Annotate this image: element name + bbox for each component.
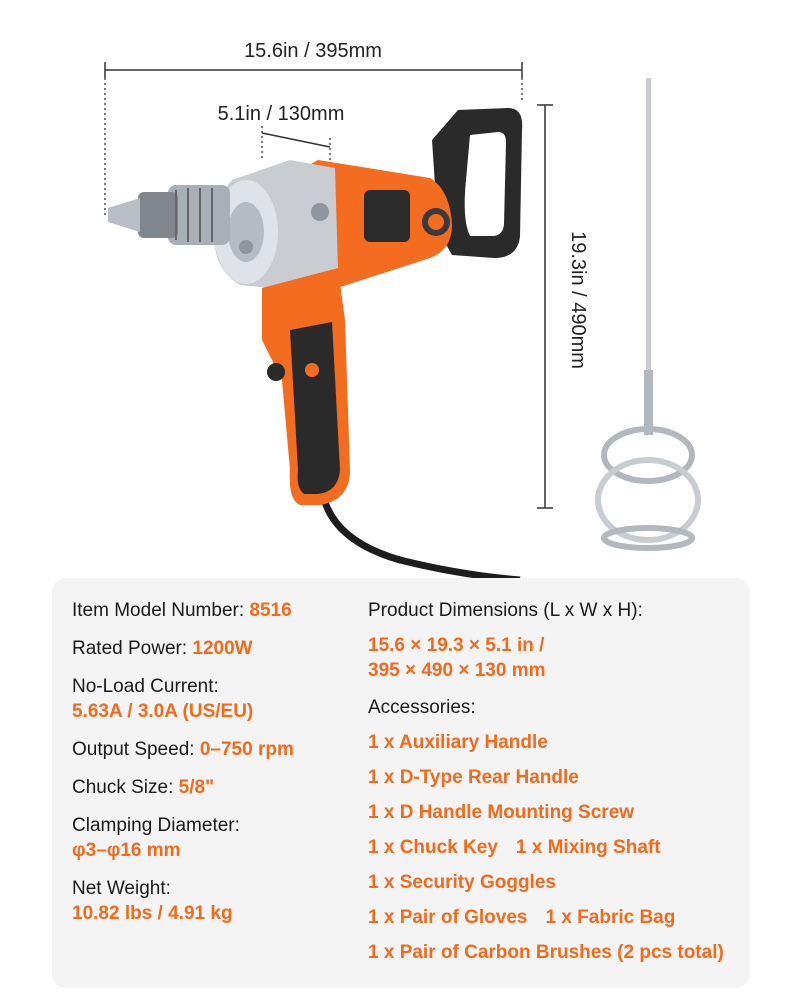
spec-speed-value: 0–750 rpm [199, 739, 294, 760]
height-dimension [537, 105, 589, 508]
spec-dimensions-imperial: 15.6 × 19.3 × 5.1 in / [368, 635, 545, 656]
spec-current-value: 5.63A / 3.0A (US/EU) [72, 701, 254, 722]
spec-model [72, 598, 362, 623]
chuck [108, 185, 230, 245]
spec-chuck [72, 775, 362, 800]
mixing-shaft [598, 78, 698, 548]
gearbox [214, 160, 338, 290]
spec-speed [72, 737, 362, 762]
spec-card [52, 578, 750, 988]
accessory-item: 1 x Mixing Shaft [515, 837, 661, 858]
spec-current-label: No-Load Current: [72, 676, 219, 697]
accessory-item: 1 x Security Goggles [368, 872, 556, 893]
depth-dimension [218, 103, 345, 168]
accessory-item: 1 x Pair of Gloves [368, 907, 528, 928]
spec-dimensions-metric: 395 × 490 × 130 mm [368, 660, 546, 681]
spec-chuck-label: Chuck Size: [72, 777, 174, 798]
spec-clamping [72, 813, 362, 863]
accessories-heading [368, 695, 748, 720]
accessory-row [368, 835, 748, 860]
spec-chuck-value: 5/8" [178, 777, 215, 798]
accessory-item: 1 x D Handle Mounting Screw [368, 802, 635, 823]
spec-weight-label: Net Weight: [72, 878, 171, 899]
spec-power [72, 636, 362, 661]
spec-product-dimensions [368, 598, 748, 623]
depth-label: 5.1in / 130mm [217, 103, 345, 125]
power-cord [322, 490, 520, 580]
accessory-item: 1 x Chuck Key [368, 837, 498, 858]
accessory-row [368, 905, 748, 930]
spec-dimensions-label: Product Dimensions (L x W x H): [368, 600, 643, 621]
trigger-grip [262, 268, 350, 505]
spec-column-left [72, 598, 362, 939]
spec-clamping-label: Clamping Diameter: [72, 815, 240, 836]
spec-weight [72, 876, 362, 926]
accessory-item: 1 x Pair of Carbon Brushes (2 pcs total) [368, 942, 724, 963]
accessories-label: Accessories: [368, 697, 476, 718]
spec-power-value: 1200W [192, 638, 253, 659]
spec-clamping-value: φ3–φ16 mm [72, 840, 181, 861]
height-label: 19.3in / 490mm [567, 231, 589, 369]
length-label: 15.6in / 395mm [244, 40, 382, 62]
accessory-item: 1 x D-Type Rear Handle [368, 767, 579, 788]
spec-current [72, 674, 362, 724]
spec-power-label: Rated Power: [72, 638, 188, 659]
spec-weight-value: 10.82 lbs / 4.91 kg [72, 903, 233, 924]
spec-column-right [368, 598, 748, 975]
spec-speed-label: Output Speed: [72, 739, 195, 760]
spec-model-label: Item Model Number: [72, 600, 245, 621]
accessory-item: 1 x Auxiliary Handle [368, 732, 548, 753]
spec-model-value: 8516 [249, 600, 292, 621]
accessory-item: 1 x Fabric Bag [545, 907, 676, 928]
